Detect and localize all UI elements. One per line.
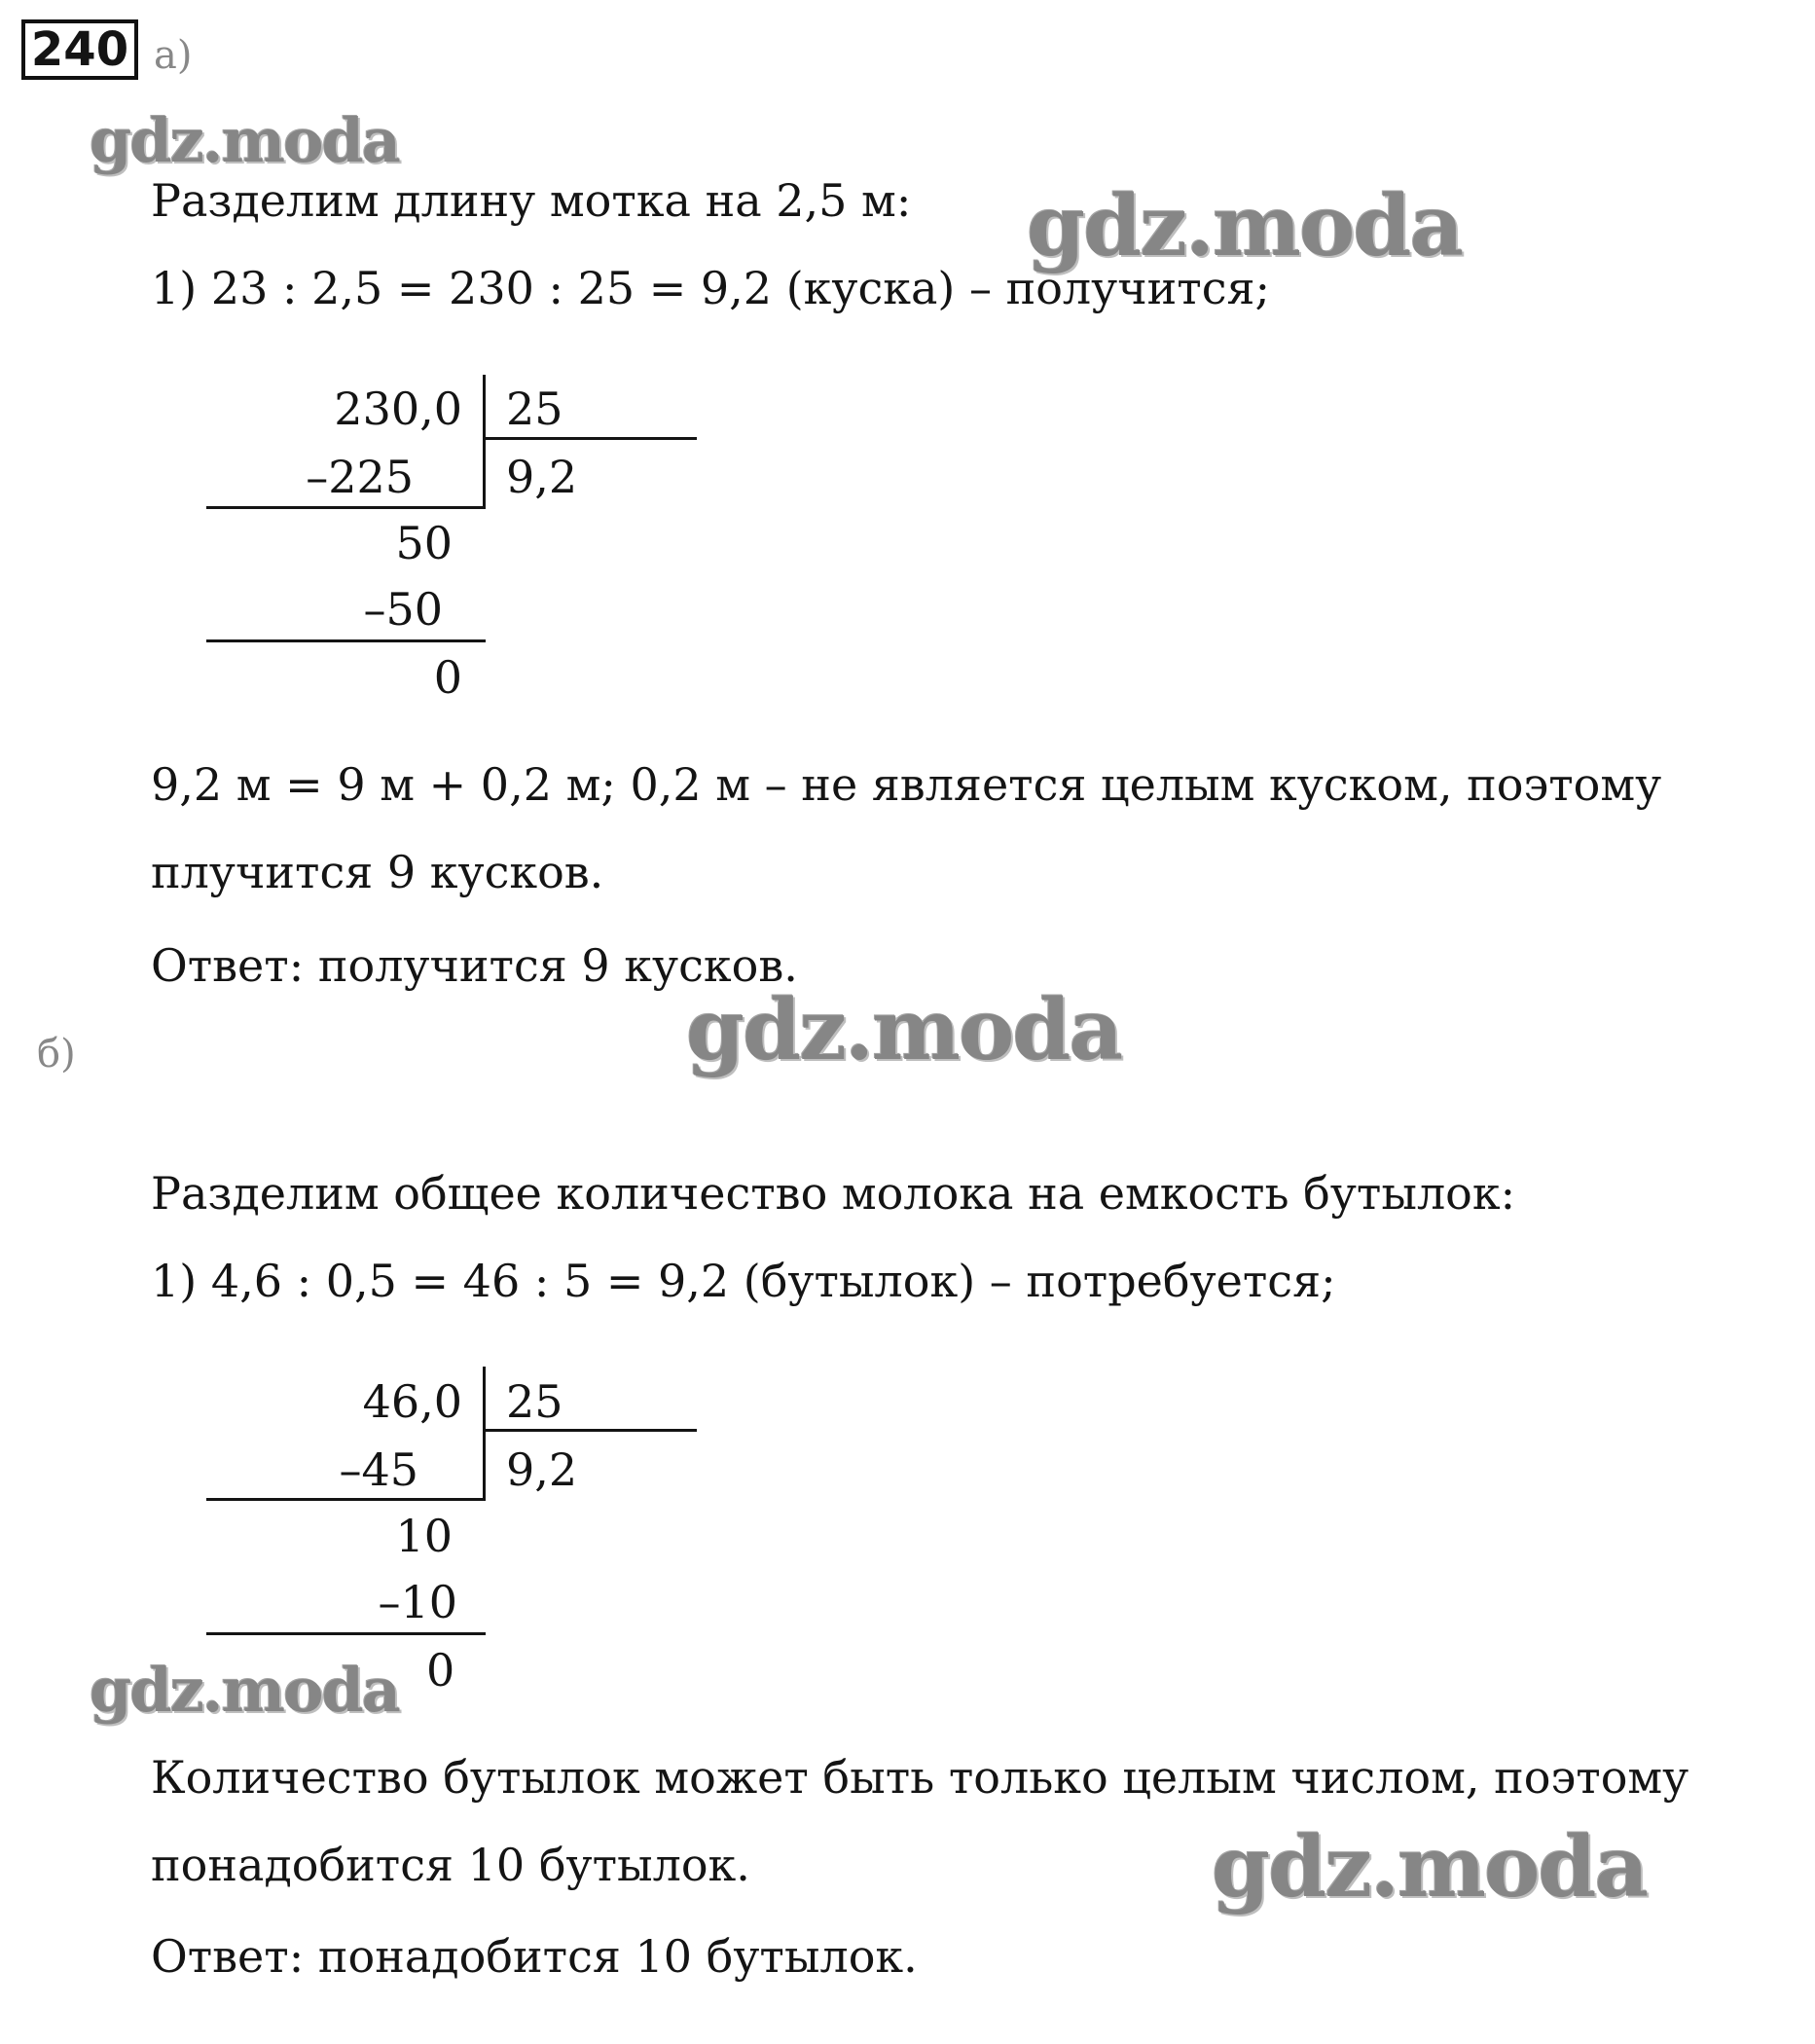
part-a-explain-1: 9,2 м = 9 м + 0,2 м; 0,2 м – не является целым куском, поэтому bbox=[151, 758, 1662, 811]
part-b-explain-1: Количество бутылок может быть только целым числом, поэтому bbox=[151, 1751, 1689, 1804]
part-b-answer: Ответ: понадобится 10 бутылок. bbox=[151, 1930, 918, 1983]
division-divisor: 25 bbox=[506, 1375, 563, 1428]
part-b-intro: Разделим общее количество молока на емкость бутылок: bbox=[151, 1167, 1516, 1220]
part-a-explain-2: плучится 9 кусков. bbox=[151, 846, 604, 898]
division-line-2 bbox=[206, 639, 486, 642]
watermark-logo: gdz.moda bbox=[90, 105, 399, 176]
watermark-logo: gdz.moda bbox=[1027, 177, 1463, 275]
part-b-explain-2: понадобится 10 бутылок. bbox=[151, 1839, 750, 1891]
division-remainder-2: 0 bbox=[426, 1644, 455, 1697]
part-a-label: а) bbox=[154, 33, 193, 78]
division-bracket-horizontal bbox=[483, 1429, 697, 1432]
division-subtrahend-1: –45 bbox=[339, 1443, 418, 1496]
division-subtrahend-2: –50 bbox=[363, 583, 443, 636]
division-dividend: 46,0 bbox=[362, 1375, 462, 1428]
part-a-intro: Разделим длину мотка на 2,5 м: bbox=[151, 174, 912, 227]
division-line-1 bbox=[206, 506, 486, 509]
division-bracket-vertical bbox=[483, 375, 486, 509]
part-b-label: б) bbox=[37, 1032, 76, 1077]
watermark-logo: gdz.moda bbox=[90, 1655, 399, 1726]
division-remainder-1: 50 bbox=[395, 517, 453, 569]
part-a-step1: 1) 23 : 2,5 = 230 : 25 = 9,2 (куска) – получится; bbox=[151, 262, 1271, 314]
division-remainder-1: 10 bbox=[395, 1510, 453, 1562]
part-b-step1: 1) 4,6 : 0,5 = 46 : 5 = 9,2 (бутылок) – потребуется; bbox=[151, 1255, 1336, 1307]
division-remainder-2: 0 bbox=[433, 651, 462, 704]
division-line-1 bbox=[206, 1498, 486, 1501]
division-divisor: 25 bbox=[506, 383, 563, 435]
watermark-logo: gdz.moda bbox=[686, 981, 1122, 1079]
division-subtrahend-2: –10 bbox=[378, 1576, 457, 1628]
division-quotient: 9,2 bbox=[506, 451, 578, 503]
division-bracket-horizontal bbox=[483, 437, 697, 440]
task-number: 240 bbox=[30, 22, 129, 77]
division-bracket-vertical bbox=[483, 1367, 486, 1501]
division-subtrahend-1: –225 bbox=[306, 451, 414, 503]
watermark-logo: gdz.moda bbox=[1212, 1818, 1648, 1916]
task-number-box bbox=[21, 19, 138, 80]
division-quotient: 9,2 bbox=[506, 1443, 578, 1496]
division-line-2 bbox=[206, 1632, 486, 1635]
part-a-answer: Ответ: получится 9 кусков. bbox=[151, 939, 798, 992]
division-dividend: 230,0 bbox=[334, 383, 462, 435]
